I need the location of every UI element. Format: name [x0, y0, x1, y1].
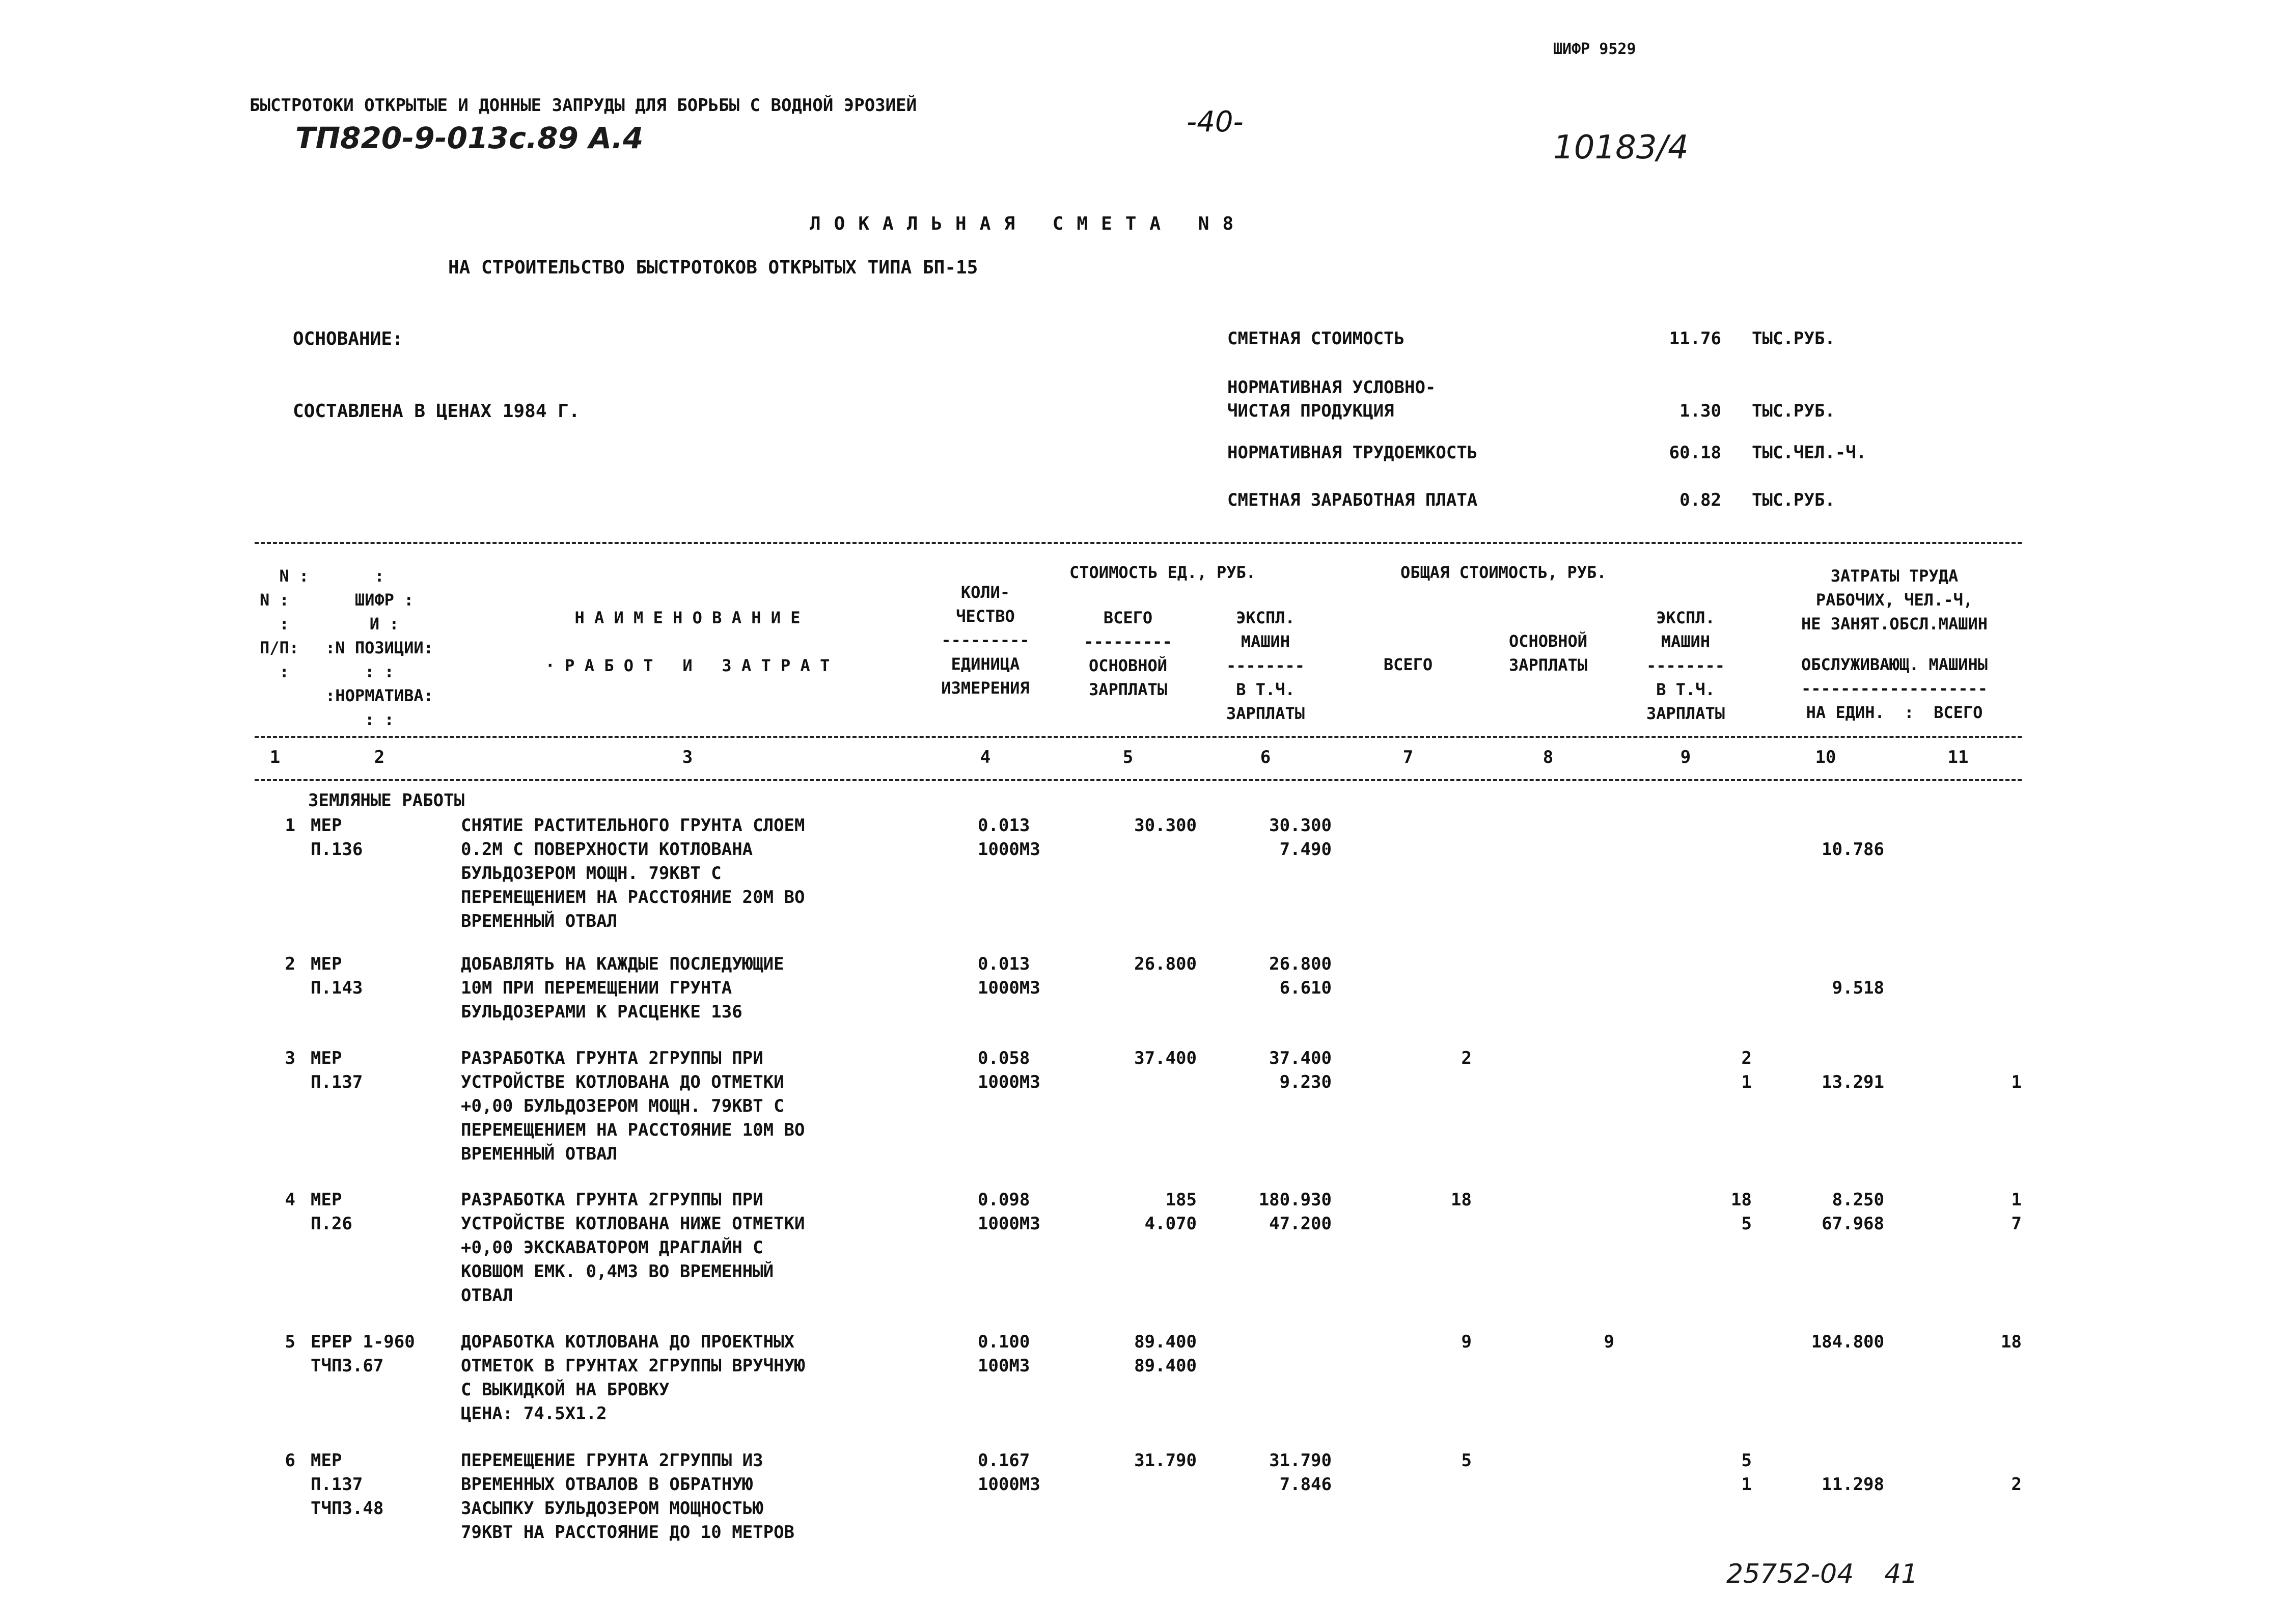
header-col-3: Н А И М Е Н О В А Н И Е · Р А Б О Т И З А Т Р А Т: [545, 608, 830, 675]
row-code: МЕР П.137: [311, 1048, 363, 1092]
row-unit-machines: 37.400 9.230: [1269, 1048, 1332, 1092]
row-unit-total: 37.400: [1134, 1048, 1197, 1068]
summary-unit: ТЫС.РУБ.: [1752, 328, 1835, 349]
row-labor-total: 2: [2011, 1474, 2022, 1495]
header-col-9: ЭКСПЛ. МАШИН -------- В Т.Ч. ЗАРПЛАТЫ: [1646, 608, 1725, 723]
column-number: 2: [374, 747, 385, 767]
header-col-1: N : N : : П/П: :: [260, 566, 309, 681]
summary-label: НОРМАТИВНАЯ ТРУДОЕМКОСТЬ: [1227, 443, 1478, 463]
row-labor-unit: 10.786: [1822, 839, 1884, 860]
row-unit-machines: 31.790 7.846: [1269, 1450, 1332, 1495]
row-code: МЕР П.137 ТЧП3.48: [311, 1450, 384, 1519]
row-quantity: 0.013 1000М3: [978, 815, 1040, 860]
summary-value: 11.76: [1669, 328, 1721, 349]
project-ref: ТП820-9-013с.89 А.4: [295, 121, 644, 155]
doc-title: БЫСТРОТОКИ ОТКРЫТЫЕ И ДОННЫЕ ЗАПРУДЫ ДЛЯ БОРЬБЫ С ВОДНОЙ ЭРОЗИЕЙ: [250, 95, 917, 116]
row-total: 5: [1461, 1450, 1472, 1471]
row-labor-total: 1 7: [2011, 1190, 2022, 1234]
row-total-machines: 2 1: [1741, 1048, 1752, 1092]
row-labor-unit: 8.250 67.968: [1822, 1190, 1884, 1234]
estimate-subheading: НА СТРОИТЕЛЬСТВО БЫСТРОТОКОВ ОТКРЫТЫХ ТИПА БП-15: [448, 257, 978, 278]
row-unit-machines: 26.800 6.610: [1269, 954, 1332, 998]
row-total: 18: [1451, 1190, 1472, 1210]
estimate-heading: ЛОКАЛЬНАЯ СМЕТА N8: [810, 213, 1247, 234]
row-unit-total: 31.790: [1134, 1450, 1197, 1471]
footer-reference: 25752-04: [1726, 1559, 1854, 1589]
summary-value: 1.30: [1679, 401, 1721, 421]
row-description: РАЗРАБОТКА ГРУНТА 2ГРУППЫ ПРИ УСТРОЙСТВЕ КОТЛОВАНА НИЖЕ ОТМЕТКИ +0,00 ЭКСКАВАТОРОМ ДРАГЛАЙН С КОВШОМ ЕМК. 0,4М3 ВО ВРЕМЕННЫЙ ОТВАЛ: [461, 1190, 805, 1306]
summary-unit: ТЫС.ЧЕЛ.-Ч.: [1752, 443, 1867, 463]
header-col-8: ОСНОВНОЙ ЗАРПЛАТЫ: [1508, 631, 1588, 675]
prices-label: СОСТАВЛЕНА В ЦЕНАХ 1984 Г.: [293, 401, 580, 422]
column-number: 4: [980, 747, 991, 767]
row-description: ДОБАВЛЯТЬ НА КАЖДЫЕ ПОСЛЕДУЮЩИЕ 10М ПРИ ПЕРЕМЕЩЕНИИ ГРУНТА БУЛЬДОЗЕРАМИ К РАСЦЕНКЕ 136: [461, 954, 784, 1022]
row-quantity: 0.098 1000М3: [978, 1190, 1040, 1234]
header-col-5: ВСЕГО --------- ОСНОВНОЙ ЗАРПЛАТЫ: [1084, 608, 1172, 699]
header-col-10-11: ОБСЛУЖИВАЮЩ. МАШИНЫ ------------------- НА ЕДИН. : ВСЕГО: [1801, 655, 1988, 722]
row-description: ПЕРЕМЕЩЕНИЕ ГРУНТА 2ГРУППЫ ИЗ ВРЕМЕННЫХ ОТВАЛОВ В ОБРАТНУЮ ЗАСЫПКУ БУЛЬДОЗЕРОМ МОЩНОСТЬЮ 79КВТ НА РАССТОЯНИЕ ДО 10 МЕТРОВ: [461, 1450, 795, 1543]
header-col-6: ЭКСПЛ. МАШИН -------- В Т.Ч. ЗАРПЛАТЫ: [1226, 608, 1305, 723]
row-labor-unit: 13.291: [1822, 1072, 1884, 1092]
row-description: РАЗРАБОТКА ГРУНТА 2ГРУППЫ ПРИ УСТРОЙСТВЕ КОТЛОВАНА ДО ОТМЕТКИ +0,00 БУЛЬДОЗЕРОМ МОЩН. 79КВТ С ПЕРЕМЕЩЕНИЕМ НА РАССТОЯНИЕ 10М ВО ВРЕМЕННЫЙ ОТВАЛ: [461, 1048, 805, 1164]
summary-label: СМЕТНАЯ СТОИМОСТЬ: [1227, 328, 1404, 349]
row-description: ДОРАБОТКА КОТЛОВАНА ДО ПРОЕКТНЫХ ОТМЕТОК В ГРУНТАХ 2ГРУППЫ ВРУЧНУЮ С ВЫКИДКОЙ НА БРОВКУ ЦЕНА: 74.5Х1.2: [461, 1332, 805, 1424]
column-number: 11: [1947, 747, 1969, 767]
column-number: 8: [1543, 747, 1554, 767]
column-number: 5: [1122, 747, 1134, 767]
header-col-4: КОЛИ- ЧЕСТВО --------- ЕДИНИЦА ИЗМЕРЕНИЯ: [941, 583, 1030, 698]
header-labor: ЗАТРАТЫ ТРУДА РАБОЧИХ, ЧЕЛ.-Ч, НЕ ЗАНЯТ.ОБСЛ.МАШИН: [1801, 566, 1988, 634]
header-total-cost: ОБЩАЯ СТОИМОСТЬ, РУБ.: [1400, 563, 1607, 582]
section-title: ЗЕМЛЯНЫЕ РАБОТЫ: [308, 790, 465, 811]
header-col-7: ВСЕГО: [1383, 655, 1433, 674]
row-code: МЕР П.26: [311, 1190, 352, 1234]
basis-label: ОСНОВАНИЕ:: [293, 328, 403, 349]
row-total-machines: 18 5: [1731, 1190, 1752, 1234]
row-quantity: 0.100 100М3: [978, 1332, 1030, 1376]
page-number: -40-: [1187, 105, 1244, 139]
row-number: 5: [285, 1332, 295, 1352]
row-unit-total: 185 4.070: [1144, 1190, 1197, 1234]
row-code: МЕР П.136: [311, 815, 363, 860]
table-body-rule: [255, 779, 2022, 781]
column-number: 1: [269, 747, 281, 767]
summary-label: СМЕТНАЯ ЗАРАБОТНАЯ ПЛАТА: [1227, 490, 1478, 510]
row-total: 9: [1461, 1332, 1472, 1352]
header-unit-cost: СТОИМОСТЬ ЕД., РУБ.: [1069, 563, 1256, 582]
row-unit-total: 89.400 89.400: [1134, 1332, 1197, 1376]
row-code: МЕР П.143: [311, 954, 363, 998]
summary-label: НОРМАТИВНАЯ УСЛОВНО- ЧИСТАЯ ПРОДУКЦИЯ: [1227, 377, 1436, 421]
row-labor-total: 1: [2011, 1072, 2022, 1092]
doc-code: ШИФР 9529: [1553, 40, 1636, 58]
doc-number: 10183/4: [1553, 129, 1689, 167]
row-quantity: 0.013 1000М3: [978, 954, 1040, 998]
row-unit-machines: 30.300 7.490: [1269, 815, 1332, 860]
row-total-wages: 9: [1604, 1332, 1614, 1352]
footer-page-number: 41: [1884, 1559, 1918, 1589]
row-code: ЕРЕР 1-960 ТЧП3.67: [311, 1332, 415, 1376]
row-unit-machines: 180.930 47.200: [1258, 1190, 1332, 1234]
summary-unit: ТЫС.РУБ.: [1752, 401, 1835, 421]
header-rule: [255, 736, 2022, 738]
row-number: 1: [285, 815, 295, 836]
table-top-rule: [255, 542, 2022, 544]
row-labor-unit: 11.298: [1822, 1474, 1884, 1495]
header-col-2: : ШИФР : И : :N ПОЗИЦИИ: : : :НОРМАТИВА: : :: [325, 566, 433, 729]
column-number: 7: [1402, 747, 1414, 767]
column-number: 6: [1260, 747, 1271, 767]
row-unit-total: 26.800: [1134, 954, 1197, 974]
column-number: 3: [682, 747, 693, 767]
row-number: 6: [285, 1450, 295, 1471]
column-number: 10: [1815, 747, 1836, 767]
row-labor-unit: 9.518: [1832, 978, 1884, 998]
row-description: СНЯТИЕ РАСТИТЕЛЬНОГО ГРУНТА СЛОЕМ 0.2М С ПОВЕРХНОСТИ КОТЛОВАНА БУЛЬДОЗЕРОМ МОЩН. 79КВТ С ПЕРЕМЕЩЕНИЕМ НА РАССТОЯНИЕ 20М ВО ВРЕМЕННЫЙ ОТВАЛ: [461, 815, 805, 931]
row-total-machines: 5 1: [1741, 1450, 1752, 1495]
row-total: 2: [1461, 1048, 1472, 1068]
row-number: 2: [285, 954, 295, 974]
row-number: 3: [285, 1048, 295, 1068]
row-labor-total: 18: [2001, 1332, 2022, 1352]
summary-value: 60.18: [1669, 443, 1721, 463]
row-labor-unit: 184.800: [1811, 1332, 1884, 1352]
column-number: 9: [1680, 747, 1691, 767]
row-quantity: 0.167 1000М3: [978, 1450, 1040, 1495]
row-number: 4: [285, 1190, 295, 1210]
summary-value: 0.82: [1679, 490, 1721, 510]
summary-unit: ТЫС.РУБ.: [1752, 490, 1835, 510]
row-quantity: 0.058 1000М3: [978, 1048, 1040, 1092]
row-unit-total: 30.300: [1134, 815, 1197, 836]
